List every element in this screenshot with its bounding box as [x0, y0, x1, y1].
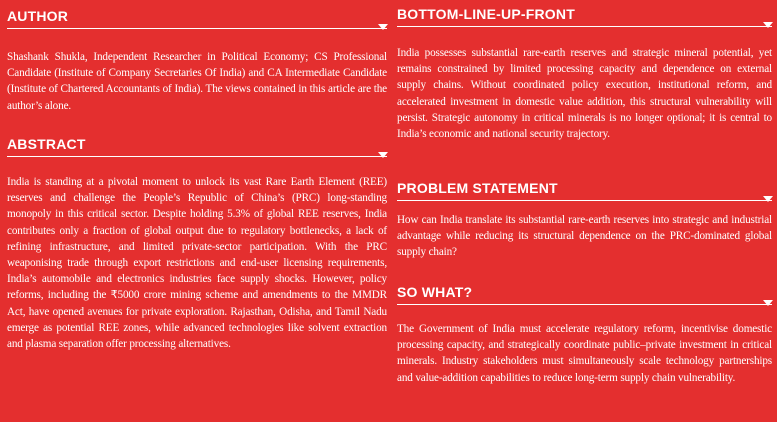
sowhat-divider [397, 304, 772, 305]
sowhat-text: The Government of India must accelerate regulatory reform, incentivise domestic processing capacity, and strategically coordinate public–private investment in critical minerals. Industry stakeholders must simultaneously scale technology partnerships and value-addition capabilities to reduce long-term supply chain vulnerability. [397, 323, 772, 384]
problem-divider [397, 200, 772, 201]
bluf-heading: BOTTOM-LINE-UP-FRONT [397, 6, 575, 22]
problem-section [397, 180, 772, 261]
bluf-text: India possesses substantial rare-earth reserves and strategic mineral potential, yet remains constrained by limited processing capacity and dependence on external supply chains. Without coordinated policy execution, institutional reform, and accelerated investment in domestic value addition, this structural vulnerability will persist. Strategic autonomy in critical minerals is no longer optional; it is central to India’s economic and national security trajectory. [397, 47, 772, 141]
bluf-section [397, 6, 772, 142]
problem-text: How can India translate its substantial rare-earth reserves into strategic and industrial advantage while reducing its structural dependence on the PRC-dominated global supply chain? [397, 214, 772, 259]
abstract-text: India is standing at a pivotal moment to unlock its vast Rare Earth Element (REE) reserves and challenge the People’s Republic of China’s (PRC) long-standing monopoly in this critical sector. Despite holding 5.3% of global REE reserves, India contributes only a fraction of global output due to regulatory bottlenecks, a lack of refining infrastructure, and limited private-sector participation. With the PRC weaponising trade through export restrictions and end-user licensing requirements, India’s automobile and electronics industries face supply shocks. However, policy reforms, including the ₹5000 crore mining scheme and amendments to the MMDR Act, have opened avenues for private exploration. Rajasthan, Odisha, and Tamil Nadu emerge as potential REE zones, while advanced technologies like solvent extraction and plasma separation offer processing alternatives. [7, 176, 387, 351]
problem-heading: PROBLEM STATEMENT [397, 180, 558, 196]
sowhat-heading: SO WHAT? [397, 284, 473, 300]
author-section [7, 8, 387, 114]
author-text: Shashank Shukla, Independent Researcher in Political Economy; CS Professional Candidate (Institute of Company Secretaries Of India) and CA Intermediate Candidate (Institute of Chartered Accountants of India). The views contained in this article are the author’s alone. [7, 51, 387, 112]
author-divider [7, 28, 387, 29]
abstract-divider [7, 156, 387, 157]
author-heading: AUTHOR [7, 8, 69, 24]
abstract-heading: ABSTRACT [7, 136, 86, 152]
sowhat-section [397, 284, 772, 386]
bluf-divider [397, 26, 772, 27]
abstract-section [7, 136, 387, 352]
